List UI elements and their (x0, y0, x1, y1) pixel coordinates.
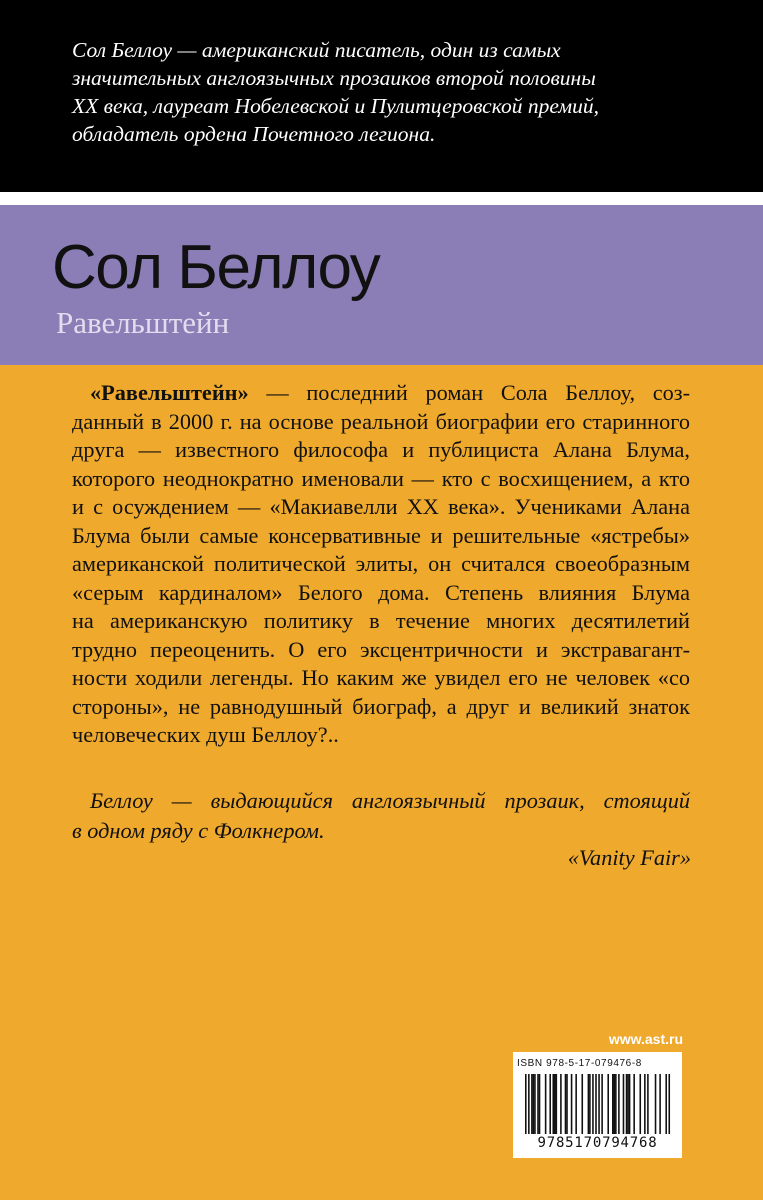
barcode-bar (549, 1074, 551, 1138)
quote-line: Беллоу — выдающийся англоязычный прозаик, стоящий (90, 788, 690, 813)
annotation-line: данный в 2000 г. на основе реальной биографии его старинного (72, 408, 690, 434)
quote-source: «Vanity Fair» (567, 845, 691, 870)
barcode-bar (589, 1074, 591, 1138)
barcode-bar (560, 1074, 562, 1138)
barcode-bar (668, 1074, 670, 1138)
barcode-bar (533, 1074, 535, 1138)
annotation-line: трудно переоценить. О его эксцентричности и экстравагант- (72, 636, 690, 662)
annotation-bold-title: «Равельштейн» (90, 380, 249, 405)
barcode-bar (537, 1074, 539, 1138)
quote-line: в одном ряду с Фолкнером. (72, 818, 325, 843)
barcode-bar (575, 1074, 577, 1138)
isbn-label: ISBN 978-5-17-079476-8 (517, 1058, 642, 1069)
barcode-digits: 9785170794768 (513, 1134, 682, 1152)
barcode-bar (588, 1074, 590, 1138)
barcode-bar (534, 1074, 536, 1138)
barcode-bar (552, 1074, 554, 1138)
annotation-line: человеческих душ Беллоу?.. (72, 722, 339, 747)
barcode-bar (614, 1074, 616, 1138)
annotation-line: на американскую политику в течение многих десятилетий (72, 608, 690, 633)
annotation-line (72, 379, 690, 408)
barcode-bar (612, 1074, 614, 1138)
barcode-bar (607, 1074, 609, 1138)
author-bio-line: Сол Беллоу — американский писатель, один из самых (72, 38, 561, 62)
barcode-bar (601, 1074, 603, 1138)
publisher-website: www.ast.ru (608, 1031, 683, 1047)
barcode-bar (556, 1074, 558, 1138)
author-bio-line: обладатель ордена Почетного легиона. (72, 122, 436, 146)
author-bio (72, 36, 712, 148)
author-name: Сол Беллоу (52, 233, 380, 302)
author-bio-line: XX века, лауреат Нобелевской и Пулитцеровской премий, (72, 94, 599, 118)
barcode-bar (615, 1074, 617, 1138)
barcode-bar (565, 1074, 567, 1138)
barcode-bar (665, 1074, 667, 1138)
barcode-bar (618, 1074, 620, 1138)
barcode-bar (566, 1074, 568, 1138)
barcode-bar (539, 1074, 541, 1138)
barcode-bar (659, 1074, 661, 1138)
barcode-bar (545, 1074, 547, 1138)
author-bio-line: значительных англоязычных прозаиков второй половины (72, 66, 596, 90)
barcode-bar (531, 1074, 533, 1138)
book-annotation (72, 379, 690, 750)
divider-stripe (0, 192, 763, 205)
book-title: Равельштейн (56, 305, 230, 340)
barcode-bar (627, 1074, 629, 1138)
annotation-line: ности ходили легенды. Но каким же увидел его не человек «со (72, 665, 690, 690)
annotation-line: Блума были самые консервативные и решительные «ястребы» (72, 522, 690, 548)
barcode-bar (644, 1074, 646, 1138)
barcode-bar (633, 1074, 635, 1138)
barcode-bars (513, 1072, 682, 1142)
annotation-line: американской политической элиты, он считался своеобразным (72, 551, 690, 576)
barcode-bar (639, 1074, 641, 1138)
barcode-bar (623, 1074, 625, 1138)
barcode-bar (595, 1074, 597, 1138)
barcode-bar (528, 1074, 530, 1138)
annotation-line: друга — известного философа и публициста Алана Блума, (72, 437, 690, 462)
title-band (0, 205, 763, 365)
annotation-line: стороны», не равнодушный биограф, а друг и великий знаток (72, 693, 690, 719)
barcode-panel (513, 1052, 682, 1158)
barcode-bar (626, 1074, 628, 1138)
barcode-bar (592, 1074, 594, 1138)
barcode-bar (525, 1074, 527, 1138)
barcode-bar (655, 1074, 657, 1138)
review-quote (72, 786, 690, 846)
barcode-bar (629, 1074, 631, 1138)
barcode-bar (598, 1074, 600, 1138)
annotation-line: «серым кардиналом» Белого дома. Степень влияния Блума (72, 579, 690, 605)
barcode-bar (647, 1074, 649, 1138)
annotation-line: и с осуждением — «Макиавелли XX века». Учениками Алана (72, 494, 690, 519)
barcode-bar (571, 1074, 573, 1138)
barcode-bar (554, 1074, 556, 1138)
annotation-first-line-rest: — последний роман Сола Беллоу, соз- (248, 380, 690, 405)
top-black-band (0, 0, 763, 192)
annotation-line: которого неоднократно именовали — кто с восхищением, а кто (72, 465, 690, 491)
barcode-bar (581, 1074, 583, 1138)
